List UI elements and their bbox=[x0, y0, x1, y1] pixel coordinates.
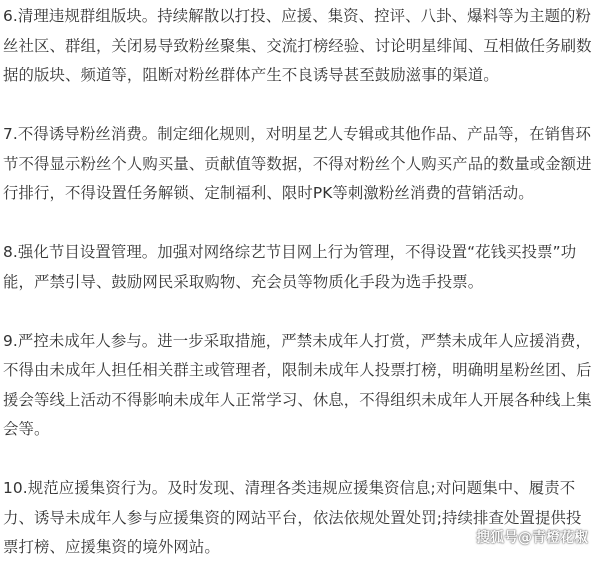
article-body bbox=[3, 2, 595, 563]
paragraph-item-7: 7.不得诱导粉丝消费。制定细化规则，对明星艺人专辑或其他作品、产品等，在销售环节不得显示粉丝个人购买量、贡献值等数据，不得对粉丝个人购买产品的数量或金额进行排行，不得设置任务解锁、定制福利、限时PK等刺激粉丝消费的营销活动。 bbox=[3, 125, 592, 202]
paragraph-item-9: 9.严控未成年人参与。进一步采取措施，严禁未成年人打赏，严禁未成年人应援消费，不得由未成年人担任相关群主或管理者，限制未成年人投票打榜，明确明星粉丝团、后援会等线上活动不得影响未成年人正常学习、休息，不得组织未成年人开展各种线上集会等。 bbox=[3, 331, 592, 438]
source-watermark: 搜狐号@青橙花椒 bbox=[476, 530, 588, 546]
paragraph-item-8: 8.强化节目设置管理。加强对网络综艺节目网上行为管理，不得设置“花钱买投票”功能，严禁引导、鼓励网民采取购物、充会员等物质化手段为选手投票。 bbox=[3, 243, 577, 291]
paragraph-item-6: 6.清理违规群组版块。持续解散以打投、应援、集资、控评、八卦、爆料等为主题的粉丝社区、群组，关闭易导致粉丝聚集、交流打榜经验、讨论明星绯闻、互相做任务刷数据的版块、频道等，阻断对粉丝群体产生不良诱导甚至鼓励滋事的渠道。 bbox=[3, 7, 592, 84]
paragraph-item-10: 10.规范应援集资行为。及时发现、清理各类违规应援集资信息;对问题集中、履责不力、诱导未成年人参与应援集资的网站平台，依法依规处置处罚;持续排查处置提供投票打榜、应援集资的境外网站。 bbox=[3, 479, 582, 556]
